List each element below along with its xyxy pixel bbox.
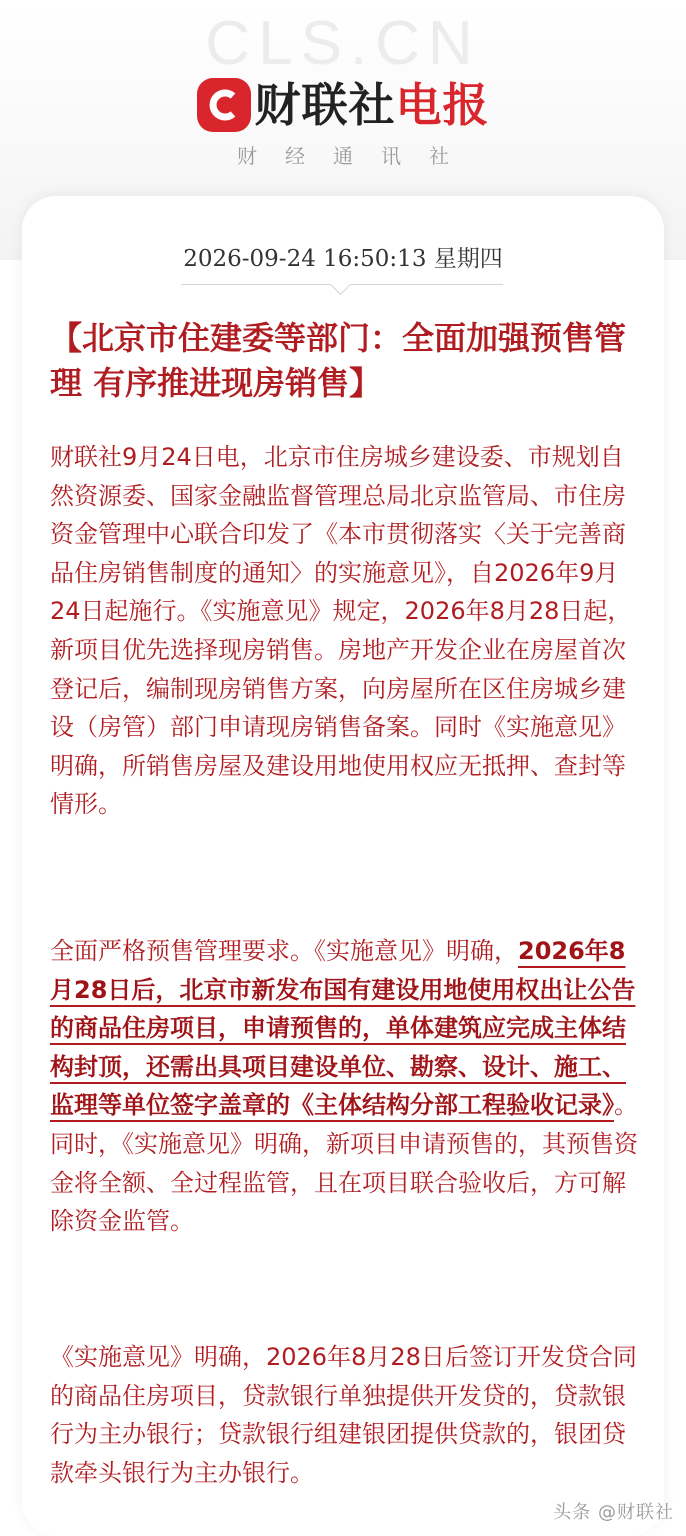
paragraph-lead-text: 全面严格预售管理要求。《实施意见》明确， bbox=[50, 937, 518, 965]
article-paragraph: 财联社9月24日电，北京市住房城乡建设委、市规划自然资源委、国家金融监督管理总局北京监管局、市住房资金管理中心联合印发了《本市贯彻落实〈关于完善商品住房销售制度的通知〉的实施意见》，自2026年9月24日起施行。《实施意见》规定，2026年8月28日起，新项目优先选择现房销售。房地产开发企业在房屋首次登记后，编制现房销售方案，向房屋所在区住房城乡建设（房管）部门申请现房销售备案。同时《实施意见》明确，所销售房屋及建设用地使用权应无抵押、查封等情形。 bbox=[50, 443, 632, 819]
cls-c-logo-icon bbox=[197, 78, 251, 132]
brand-logo bbox=[0, 78, 686, 132]
brand-name-red: 电报 bbox=[395, 78, 490, 132]
brand-subtitle: 财经通讯社 bbox=[237, 144, 477, 168]
brand-name-black: 财联社 bbox=[254, 78, 396, 132]
cls-watermark: CLS.CN bbox=[205, 9, 481, 78]
paragraph-tail-text: 。同时，《实施意见》明确，新项目申请预售的，其预售资金将全额、全过程监管，且在项目联合验收后，方可解除资金监管。 bbox=[50, 1091, 638, 1236]
article-headline: 【北京市住建委等部门：全面加强预售管理 有序推进现房销售】 bbox=[50, 319, 627, 402]
article-paragraph: 《实施意见》明确，2026年8月28日后签订开发贷合同的商品住房项目，贷款银行单独提供开发贷的，贷款银行为主办银行；贷款银行组建银团提供贷款的，银团贷款牵头银行为主办银行。 bbox=[50, 1343, 637, 1487]
article-paragraph bbox=[50, 932, 638, 1241]
highlighted-text: 2026年8月28日后，北京市新发布国有建设用地使用权出让公告的商品住房项目，申请预售的，单体建筑应完成主体结构封顶，还需出具项目建设单位、勘察、设计、施工、监理等单位签字盖章的《主体结构分部工程验收记录》 bbox=[50, 937, 636, 1120]
source-watermark: 头条 @财联社 bbox=[553, 1502, 674, 1523]
article-date: 2026-09-24 16:50:13 星期四 bbox=[183, 246, 503, 272]
brand-name bbox=[255, 78, 490, 132]
